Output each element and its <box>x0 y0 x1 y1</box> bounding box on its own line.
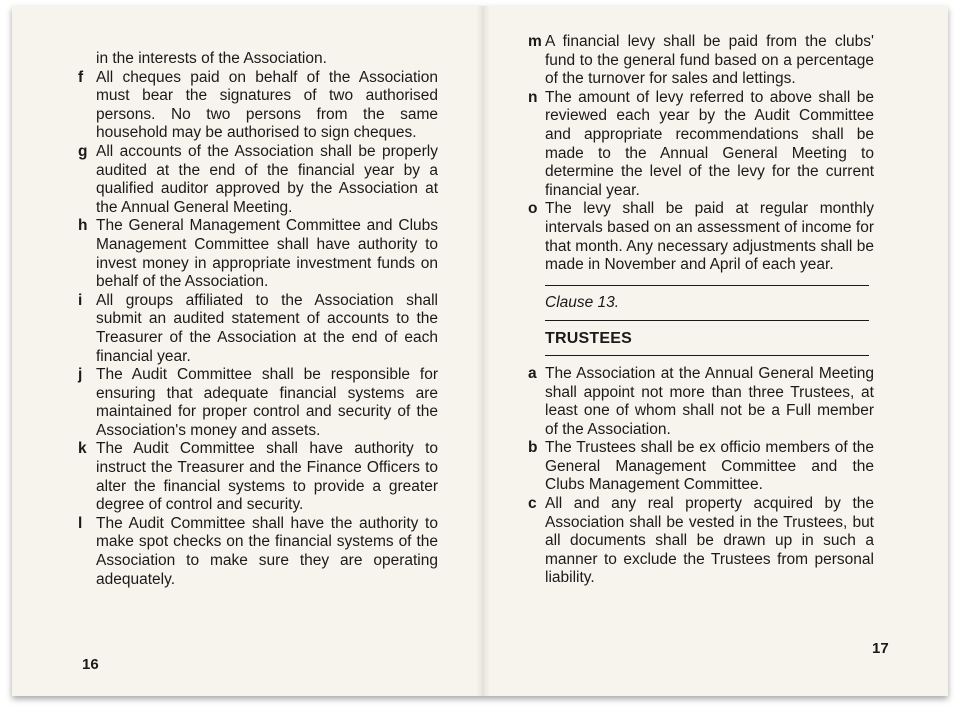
item-letter: b <box>528 439 538 457</box>
clause-item-g <box>78 143 438 217</box>
item-text: The General Management Committee and Clubs Management Committee shall have authority to invest money in appropriate investment funds on behalf of the Association. <box>96 217 438 291</box>
divider-rule <box>545 320 869 321</box>
item-text: All cheques paid on behalf of the Association must bear the signatures of two authorised persons. No two persons from the same household may be authorised to sign cheques. <box>96 68 438 142</box>
item-letter: i <box>78 291 83 309</box>
item-text: The amount of levy referred to above shall be reviewed each year by the Audit Committee and appropriate recommendations shall be made to the Annual General Meeting to determine the level of the levy for the current financial year. <box>545 88 874 199</box>
item-text: All accounts of the Association shall be properly audited at the end of the financial year by a qualified auditor approved by the Association at the Annual General Meeting. <box>96 142 438 216</box>
item-letter: c <box>528 495 537 513</box>
booklet-spread <box>12 6 948 696</box>
left-page <box>12 6 482 696</box>
item-text: The Audit Committee shall have the authority to make spot checks on the financial systems of the Association to make sure they are operating adequately. <box>96 514 438 588</box>
item-letter: g <box>78 142 88 160</box>
clause-item-a <box>528 365 874 439</box>
item-text: A financial levy shall be paid from the clubs' fund to the general fund based on a percentage of the turnover for sales and lettings. <box>545 33 874 88</box>
page-number-left: 16 <box>82 656 99 673</box>
item-letter: l <box>78 514 83 532</box>
page-number-right: 17 <box>872 640 889 657</box>
item-text: The levy shall be paid at regular monthly intervals based on an assessment of income for that month. Any necessary adjustments shall be made in November and April of each year. <box>545 200 874 274</box>
item-letter: h <box>78 217 88 235</box>
clause-item-h <box>78 217 438 291</box>
section-heading: TRUSTEES <box>545 330 632 348</box>
item-letter: a <box>528 364 537 382</box>
clause-item-k <box>78 440 438 514</box>
clause-item-j <box>78 366 438 440</box>
item-letter: o <box>528 200 538 218</box>
clause-item-i <box>78 292 438 366</box>
item-text: The Audit Committee shall have authority to instruct the Treasurer and the Finance Officers to alter the financial systems to provide a greater degree of control and security. <box>96 440 438 514</box>
item-text: The Association at the Annual General Meeting shall appoint not more than three Trustees, at least one of whom shall not be a Full member of the Association. <box>545 364 874 438</box>
right-page-text <box>528 33 874 588</box>
clause-item-l <box>78 515 438 589</box>
clause-item-c <box>528 495 874 588</box>
item-text: The Trustees shall be ex officio members of the General Management Committee and the Clubs Management Committee. <box>545 439 874 494</box>
divider-rule <box>545 285 869 286</box>
clause-item-f <box>78 69 438 143</box>
clause-item-m <box>528 33 874 89</box>
divider-rule <box>545 355 869 356</box>
clause-item-n <box>528 89 874 201</box>
item-letter: m <box>528 33 542 50</box>
clause-item-o <box>528 200 874 274</box>
right-page <box>482 6 948 696</box>
item-letter: n <box>528 88 538 106</box>
item-text: All groups affiliated to the Association shall submit an audited statement of accounts to the Treasurer of the Association at the end of each financial year. <box>96 291 438 365</box>
item-letter: k <box>78 440 87 458</box>
item-text: All and any real property acquired by the Association shall be vested in the Trustees, but all documents shall be drawn up in such a manner to exclude the Trustees from personal liability. <box>545 495 874 587</box>
clause-label: Clause 13. <box>545 293 620 311</box>
continued-paragraph: in the interests of the Association. <box>96 50 327 67</box>
clause-item-b <box>528 439 874 495</box>
item-letter: f <box>78 68 84 86</box>
item-text: The Audit Committee shall be responsible for ensuring that adequate financial systems are maintained for proper control and security of the Association's money and assets. <box>96 366 438 439</box>
item-letter: j <box>78 366 83 384</box>
left-page-text <box>78 50 438 589</box>
